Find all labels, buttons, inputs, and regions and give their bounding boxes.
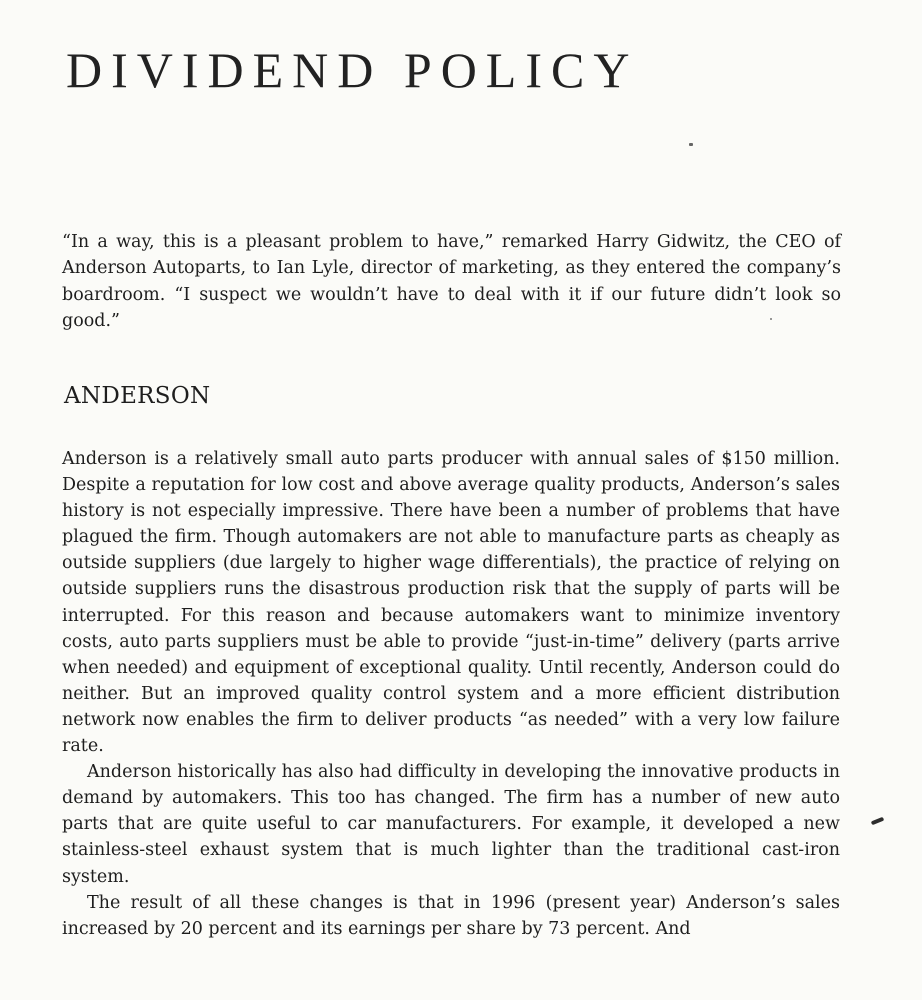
scan-mark [871, 817, 885, 826]
body-text [62, 446, 840, 942]
scan-mark [689, 143, 693, 146]
scan-mark [770, 318, 772, 320]
body-paragraph-2: Anderson historically has also had difficulty in developing the innovative products in demand by automakers. This too has changed. The firm has a number of new auto parts that are quite useful to car manufacturers. For example, it developed a new stainless-steel exhaust system that is much lighter than the traditional cast-iron system. [62, 762, 840, 887]
body-paragraph-3: The result of all these changes is that in 1996 (present year) Anderson’s sales increased by 20 percent and its earnings per share by 73 percent. And [62, 892, 840, 939]
intro-paragraph: “In a way, this is a pleasant problem to have,” remarked Harry Gidwitz, the CEO of Anderson Autoparts, to Ian Lyle, director of marketing, as they entered the company’s boardroom. “I suspect we wouldn’t have to deal with it if our future didn’t look so good.” [62, 232, 841, 332]
chapter-title: DIVIDEND POLICY [66, 42, 639, 98]
section-heading: ANDERSON [64, 383, 211, 409]
body-paragraph-1: Anderson is a relatively small auto parts producer with annual sales of $150 million. Despite a reputation for low cost and above average quality products, Anderson’s sales history is not especially impressive. There have been a number of problems that have plagued the firm. Though automakers are not able to manufacture parts as cheaply as outside suppliers (due largely to higher wage differentials), the practice of relying on outside suppliers runs the disastrous production risk that the supply of parts will be interrupted. For this reason and because automakers want to minimize inventory costs, auto parts suppliers must be able to provide “just-in-time” delivery (parts arrive when needed) and equipment of exceptional quality. Until recently, Anderson could do neither. But an improved quality control system and a more efficient distribution network now enables the firm to deliver products “as needed” with a very low failure rate. [62, 449, 840, 757]
